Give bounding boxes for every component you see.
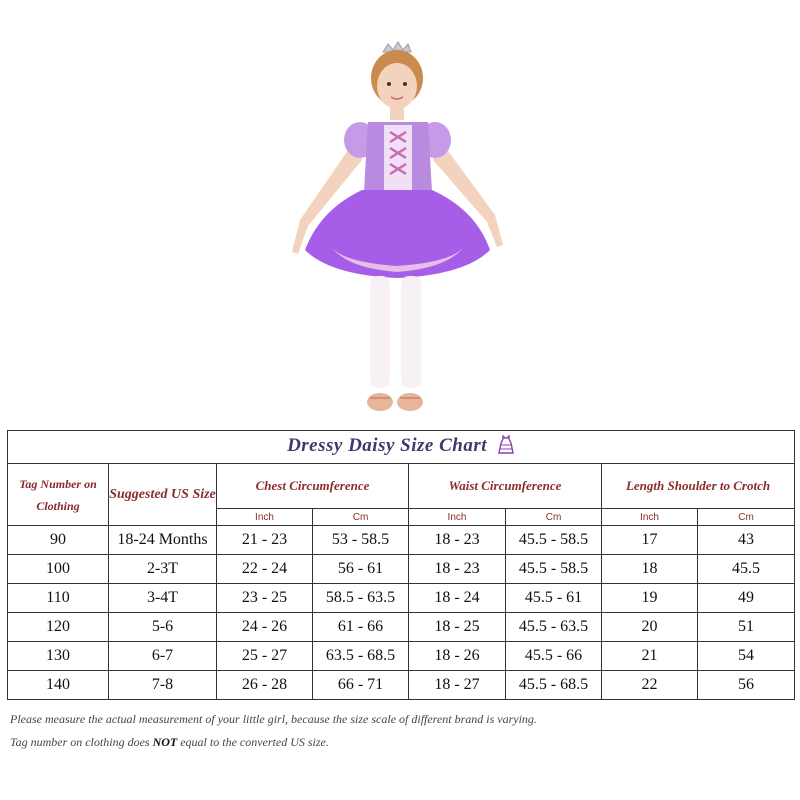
cell-chest-inch: 22 - 24	[217, 555, 313, 584]
cell-waist-cm: 45.5 - 58.5	[506, 555, 602, 584]
cell-waist-inch: 18 - 25	[409, 613, 506, 642]
size-chart-title: Dressy Daisy Size Chart	[287, 434, 487, 456]
cell-us-size: 6-7	[109, 642, 217, 671]
cell-length-inch: 21	[602, 642, 698, 671]
cell-length-inch: 22	[602, 671, 698, 700]
cell-tag: 90	[8, 526, 109, 555]
dress-icon	[497, 435, 515, 460]
cell-us-size: 3-4T	[109, 584, 217, 613]
header-tag-number: Tag Number on Clothing	[8, 464, 109, 526]
cell-length-cm: 51	[698, 613, 795, 642]
cell-waist-inch: 18 - 23	[409, 555, 506, 584]
header-chest: Chest Circumference	[217, 464, 409, 509]
cell-tag: 140	[8, 671, 109, 700]
subheader-waist-inch: Inch	[409, 509, 506, 526]
note-tag-not: NOT	[152, 735, 178, 749]
cell-chest-inch: 21 - 23	[217, 526, 313, 555]
cell-tag: 110	[8, 584, 109, 613]
subheader-chest-inch: Inch	[217, 509, 313, 526]
cell-us-size: 7-8	[109, 671, 217, 700]
table-row	[8, 555, 795, 584]
subheader-length-inch: Inch	[602, 509, 698, 526]
cell-length-inch: 18	[602, 555, 698, 584]
size-chart-table	[7, 430, 795, 700]
cell-length-inch: 17	[602, 526, 698, 555]
header-us-size: Suggested US Size	[109, 464, 217, 526]
cell-chest-inch: 26 - 28	[217, 671, 313, 700]
cell-waist-cm: 45.5 - 63.5	[506, 613, 602, 642]
cell-chest-inch: 25 - 27	[217, 642, 313, 671]
header-waist: Waist Circumference	[409, 464, 602, 509]
cell-us-size: 2-3T	[109, 555, 217, 584]
table-row	[8, 642, 795, 671]
cell-waist-cm: 45.5 - 68.5	[506, 671, 602, 700]
cell-chest-cm: 58.5 - 63.5	[313, 584, 409, 613]
cell-chest-cm: 66 - 71	[313, 671, 409, 700]
note-tag-post: equal to the converted US size.	[177, 735, 329, 749]
cell-tag: 100	[8, 555, 109, 584]
cell-length-cm: 43	[698, 526, 795, 555]
cell-length-cm: 54	[698, 642, 795, 671]
table-row	[8, 584, 795, 613]
cell-tag: 130	[8, 642, 109, 671]
cell-length-cm: 49	[698, 584, 795, 613]
cell-length-inch: 20	[602, 613, 698, 642]
subheader-chest-cm: Cm	[313, 509, 409, 526]
table-row	[8, 526, 795, 555]
cell-chest-cm: 53 - 58.5	[313, 526, 409, 555]
note-tag-number	[10, 735, 329, 750]
cell-chest-inch: 24 - 26	[217, 613, 313, 642]
subheader-waist-cm: Cm	[506, 509, 602, 526]
cell-waist-cm: 45.5 - 66	[506, 642, 602, 671]
cell-waist-inch: 18 - 26	[409, 642, 506, 671]
cell-waist-cm: 45.5 - 58.5	[506, 526, 602, 555]
cell-length-inch: 19	[602, 584, 698, 613]
cell-waist-inch: 18 - 23	[409, 526, 506, 555]
cell-chest-cm: 56 - 61	[313, 555, 409, 584]
cell-chest-cm: 63.5 - 68.5	[313, 642, 409, 671]
cell-us-size: 5-6	[109, 613, 217, 642]
cell-us-size: 18-24 Months	[109, 526, 217, 555]
cell-waist-inch: 18 - 24	[409, 584, 506, 613]
note-tag-pre: Tag number on clothing does	[10, 735, 153, 749]
size-chart-title-cell	[8, 431, 795, 464]
note-measure: Please measure the actual measurement of your little girl, because the size scale of different brand is varying.	[10, 712, 537, 726]
cell-waist-cm: 45.5 - 61	[506, 584, 602, 613]
cell-length-cm: 45.5	[698, 555, 795, 584]
subheader-length-cm: Cm	[698, 509, 795, 526]
cell-chest-cm: 61 - 66	[313, 613, 409, 642]
header-length: Length Shoulder to Crotch	[602, 464, 795, 509]
cell-chest-inch: 23 - 25	[217, 584, 313, 613]
table-row	[8, 671, 795, 700]
cell-length-cm: 56	[698, 671, 795, 700]
table-row	[8, 613, 795, 642]
cell-tag: 120	[8, 613, 109, 642]
cell-waist-inch: 18 - 27	[409, 671, 506, 700]
